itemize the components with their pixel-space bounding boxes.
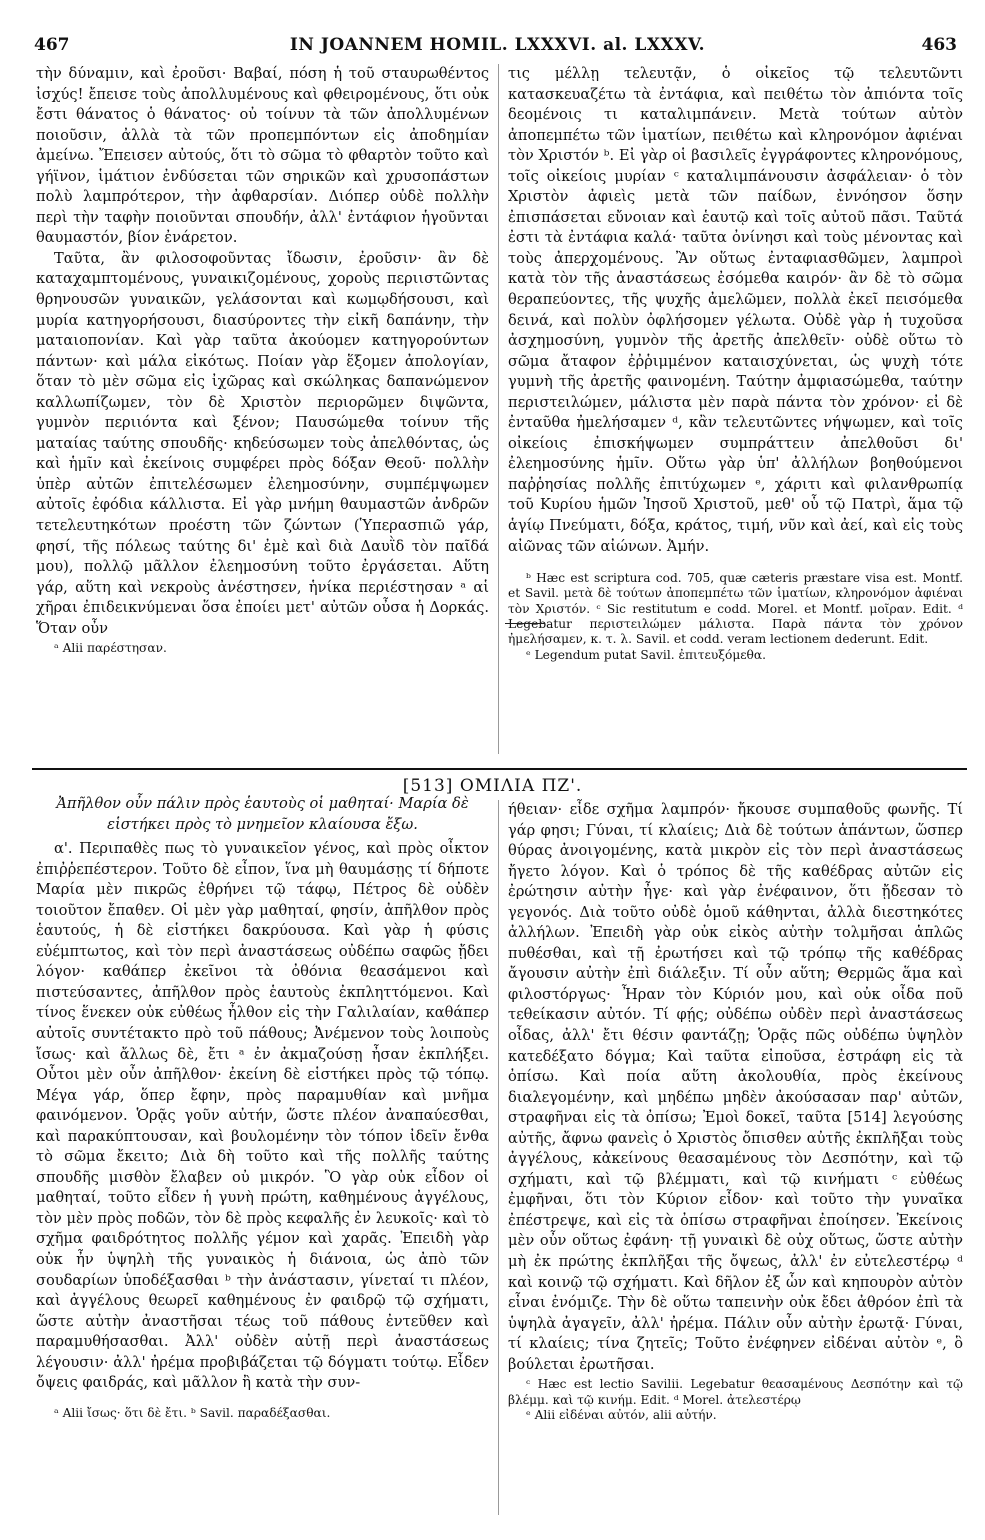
section-divider (32, 768, 967, 770)
body-paragraph: Ταῦτα, ἂν φιλοσοφοῦντας ἴδωσιν, ἐροῦσιν· ἂν δὲ καταχαμπτομένους, γυναικιζομένους, χοροὺς περιιστῶντας θρηνουσῶν γυναικῶν, γελάσονται καὶ κωμῳδήσουσι, καὶ μυρία κατηγορήσουσι, διασύροντες τὴν εἰκῆ δαπάνην, τὴν ματαιοπονίαν. Καὶ γὰρ ταῦτα ἀκούομεν κατηγορούντων πάντων· καὶ μάλα εἰκότως. Ποίαν γὰρ ἕξομεν ἀπολογίαν, ὅταν τὸ μὲν σῶμα εἰς ἰχῶρας καὶ σκώληκας δαπανώμενον καλλωπίζωμεν, τὸν δὲ Χριστὸν περιορῶμεν διψῶντα, γυμνὸν περιιόντα καὶ ξένον; Παυσώμεθα τοίνυν τῆς ματαίας ταύτης σπουδῆς· κηδεύσωμεν τοὺς ἀπελθόντας, ὡς καὶ ἡμῖν καὶ ἐκείνοις συμφέρει πρὸς δόξαν Θεοῦ· πολλὴν ὑπὲρ αὐτῶν ἐπιτελέσωμεν ἐλεημοσύνην, συμπέμψωμεν αὐτοῖς ἐφόδια κάλλιστα. Εἰ γὰρ μνήμη θαυμαστῶν ἀνδρῶν τετελευτηκότων προέστη τῶν ζώντων (Ὑπερασπιῶ γάρ, φησί, τῆς πόλεως ταύτης δι' ἐμὲ καὶ διὰ Δαυῒδ τὸν παῖδά μου), πολλῷ μᾶλλον ἐλεημοσύνη τοῦτο ἐργάσεται. Αὕτη γάρ, αὕτη καὶ νεκροὺς ἀνέστησεν, ἡνίκα περιέστησαν ᵃ αἱ χῆραι ἐπιδεικνύμεναι ὅσα ἐποίει μετ' αὐτῶν οὖσα ἡ Δορκάς. Ὅταν οὖν (36, 249, 489, 637)
footnotes (508, 571, 963, 663)
column-divider-lower (498, 800, 500, 1515)
body-paragraph: τις μέλλῃ τελευτᾷν, ὁ οἰκεῖος τῷ τελευτῶντι κατασκευαζέτω τὰ ἐντάφια, καὶ πειθέτω τὸν ἀπιόντα τοῖς δεομένοις τι καταλιμπάνειν. Μετὰ τούτων αὐτὸν ἀποπεμπέτω τῶν ἱματίων, πειθέτω καὶ κληρονόμον ἀφιέναι τὸν Χριστόν ᵇ. Εἰ γὰρ οἱ βασιλεῖς ἐγγράφοντες κληρονόμους, τοῖς οἰκείοις μυρίαν ᶜ καταλιμπάνουσιν ἀσφάλειαν· ὁ τὸν Χριστὸν ἀφιεὶς μετὰ τῶν παίδων, ἐννόησον ὅσην ἐπισπάσεται εὔνοιαν καὶ ἑαυτῷ καὶ τοῖς αὐτοῦ πᾶσι. Ταῦτά ἐστι τὰ ἐντάφια καλά· ταῦτα ὀνίνησι καὶ τοὺς μένοντας καὶ τοὺς ἀπερχομένους. Ἂν οὕτως ἐνταφιασθῶμεν, λαμπροὶ κατὰ τὸν τῆς ἀναστάσεως ἐσόμεθα καιρόν· ἂν δὲ τὸ σῶμα θεραπεύοντες, τῆς ψυχῆς ἀμελῶμεν, πολλὰ ἐκεῖ πεισόμεθα δεινά, καὶ πολὺν ὀφλήσομεν γέλωτα. Οὐδὲ γὰρ ἡ τυχοῦσα ἀσχημοσύνη, γυμνὸν τῆς ἀρετῆς ἀπελθεῖν· οὐδὲ οὕτω τὸ σῶμα ἄταφον ἐῤῥιμμένον καταισχύνεται, ὡς ψυχὴ τότε γυμνὴ τῆς ἀρετῆς φαινομένη. Ταύτην ἀμφιασώμεθα, ταύτην περιστειλώμεν, μάλιστα μὲν παρὰ πάντα τὸν χρόνον· εἰ δὲ ἐνταῦθα ἠμελήσαμεν ᵈ, κἂν τελευτῶντες νήψωμεν, καὶ τοῖς οἰκείοις ἐπισκήψωμεν συμπράττειν ἀπελθοῦσι δι' ἐλεημοσύνης ἡμῖν. Οὕτω γὰρ ὑπ' ἀλλήλων βοηθούμενοι παῤῥησίας πολλῆς ἐπιτύχωμεν ᵉ, χάριτι καὶ φιλανθρωπίᾳ τοῦ Κυρίου ἡμῶν Ἰησοῦ Χριστοῦ, μεθ' οὗ τῷ Πατρὶ, ἅμα τῷ ἁγίῳ Πνεύματι, δόξα, κράτος, τιμή, νῦν καὶ ἀεί, καὶ εἰς τοὺς αἰῶνας τῶν αἰώνων. Ἀμήν. (508, 65, 963, 555)
lower-right-column (508, 800, 963, 1423)
footnote: ᵃ Alii παρέστησαν. (54, 641, 167, 656)
footnote-rule (505, 623, 545, 624)
footnote: ᵇ Hæc est scriptura cod. 705, quæ cæteris præstare visa est. Montf. et Savil. μετὰ δὲ τούτων ἀποπεμπέτω τῶν ἱματίων, κληρονόμον ἀφιέναι τὸν Χριστόν. ᶜ Sic restitutum e codd. Morel. et Montf. μοῖραν. Edit. ᵈ Legebatur περιστειλώμεν μάλιστα. Παρὰ πάντα τὸν χρόνον ἠμελήσαμεν, κ. τ. λ. Savil. et codd. veram lectionem dederunt. Edit. (508, 571, 963, 647)
footnote: ᵉ Legendum putat Savil. ἐπιτευξόμεθα. (526, 647, 766, 662)
footnote: ᵃ Alii ἴσως· ὅτι δὲ ἔτι. ᵇ Savil. παραδέξασθαι. (54, 1405, 331, 1420)
lemma: Ἀπῆλθον οὖν πάλιν πρὸς ἑαυτοὺς οἱ μαθηταί· Μαρία δὲ εἱστήκει πρὸς τὸ μνημεῖον κλαίουσα ἔξω. (56, 795, 469, 833)
upper-left-column (36, 64, 489, 657)
footnotes (36, 641, 489, 656)
lower-left-column (36, 794, 489, 1421)
body-paragraph: α'. Περιπαθὲς πως τὸ γυναικεῖον γένος, καὶ πρὸς οἶκτον ἐπιῤῥεπέστερον. Τοῦτο δὲ εἶπον, ἵνα μὴ θαυμάσῃς τί δήποτε Μαρία μὲν πικρῶς ἐθρήνει τῷ τάφῳ, Πέτρος δὲ οὐδὲν τοιοῦτον ἔπαθεν. Οἱ μὲν γὰρ μαθηταί, φησίν, ἀπῆλθον πρὸς ἑαυτούς, ἡ δὲ εἱστήκει δακρύουσα. Καὶ γὰρ ἡ φύσις εὐέμπτωτος, καὶ τὸν περὶ ἀναστάσεως οὐδέπω σαφῶς ᾔδει λόγον· καθάπερ ἐκεῖνοι τὰ ὀθόνια θεασάμενοι καὶ πιστεύσαντες, ἀπῆλθον πρὸς ἑαυτοὺς ἐκπληττόμενοι. Καὶ τίνος ἕνεκεν οὐκ εὐθέως ἦλθον εἰς τὴν Γαλιλαίαν, καθάπερ αὐτοῖς συντέτακτο πρὸ τοῦ πάθους; Ἀνέμενον τοὺς λοιποὺς ἴσως· καὶ ἄλλως δὲ, ἔτι ᵃ ἐν ἀκμαζούσῃ ἦσαν ἐκπλήξει. Οὗτοι μὲν οὖν ἀπῆλθον· ἐκείνη δὲ εἱστήκει πρὸς τῷ τόπῳ. Μέγα γάρ, ὅπερ ἔφην, πρὸς παραμυθίαν καὶ μνῆμα φαινόμενον. Ὁρᾷς γοῦν αὐτήν, ὥστε πλέον ἀναπαύεσθαι, καὶ παρακύπτουσαν, καὶ βουλομένην τὸν τόπον ἰδεῖν ἔνθα τὸ σῶμα ἔκειτο; Διὰ δὴ τοῦτο καὶ τῆς πολλῆς ταύτης σπουδῆς μισθὸν ἔλαβεν οὐ μικρόν. Ὃ γὰρ οὐκ εἶδον οἱ μαθηταί, τοῦτο εἶδεν ἡ γυνὴ πρώτη, καθημένους ἀγγέλους, τὸν μὲν πρὸς ποδῶν, τὸν δὲ πρὸς κεφαλῆς ἐν λευκοῖς· καὶ τὸ σχῆμα φαιδρότητος πολλῆς γέμον καὶ χαρᾶς. Ἐπειδὴ γὰρ οὐκ ἦν ὑψηλὴ τῆς γυναικὸς ἡ διάνοια, ὡς ἀπὸ τῶν σουδαρίων ὑποδέξασθαι ᵇ τὴν ἀνάστασιν, γίνεταί τι πλέον, καὶ ἀγγέλους θεωρεῖ καθημένους ἐν φαιδρῷ τῷ σχήματι, ὥστε αὐτὴν ἀναστῆσαι τέως τοῦ πάθους ἐντεῦθεν καὶ παραμυθήσασθαι. Ἀλλ' οὐδὲν αὐτῇ περὶ ἀναστάσεως λέγουσιν· ἀλλ' ἠρέμα προβιβάζεται τῷ δόγματι τούτῳ. Εἶδεν ὄψεις φαιδράς, καὶ μᾶλλον ἢ κατὰ τὴν συν- (36, 840, 489, 1392)
body-paragraph: τὴν δύναμιν, καὶ ἐροῦσι· Βαβαί, πόση ἡ τοῦ σταυρωθέντος ἰσχύς! ἔπεισε τοὺς ἀπολλυμένους καὶ φθειρομένους, ὅτι οὐκ ἔστι θάνατος ὁ θάνατος· οὐ τοίνυν τὰ τῶν ἀπολλυμένων ποιοῦσιν, ἀλλὰ τὰ τῶν προπεμπόντων εἰς ἀποδημίαν ἀμείνω. Ἔπεισεν αὐτούς, ὅτι τὸ σῶμα τὸ φθαρτὸν τοῦτο καὶ γήϊνον, ἱμάτιον ἐνδύσεται τῶν σηρικῶν καὶ χρυσοπάστων πολὺ λαμπρότερον, τὴν ἀφθαρσίαν. Διόπερ οὐδὲ πολλὴν περὶ τὴν ταφὴν ποιοῦνται σπουδήν, ἀλλ' ἐντάφιον ἡγοῦνται θαυμαστόν, βίον ἐνάρετον. (36, 65, 489, 247)
homily-heading: [513] ΟΜΙΛΙΑ ΠΖ'. (402, 776, 583, 796)
running-title: IN JOANNEM HOMIL. LXXXVI. al. LXXXV. (289, 35, 706, 55)
body-paragraph: ήθειαν· εἶδε σχῆμα λαμπρόν· ἤκουσε συμπαθοῦς φωνῆς. Τί γάρ φησι; Γύναι, τί κλαίεις; Διὰ δὲ τούτων ἁπάντων, ὥσπερ θύρας ἀνοιγομένης, κατὰ μικρὸν εἰς τὸν περὶ ἀναστάσεως ἤγετο λόγον. Καὶ ὁ τρόπος δὲ τῆς καθέδρας αὐτῶν εἰς ἐρώτησιν αὐτὴν ἦγε· καὶ γὰρ ἐνέφαινον, ὅτι ᾔδεσαν τὸ γεγονός. Διὰ τοῦτο οὐδὲ ὁμοῦ κάθηνται, ἀλλὰ διεστηκότες ἀλλήλων. Ἐπειδὴ γὰρ οὐκ εἰκὸς αὐτὴν τολμῆσαι ἁπλῶς πυθέσθαι, καὶ τῇ ἐρωτήσει καὶ τῷ τρόπῳ τῆς καθέδρας ἄγουσιν αὐτὴν ἐπὶ διάλεξιν. Τί οὖν αὕτη; Θερμῶς ἅμα καὶ φιλοστόργως· Ἦραν τὸν Κύριόν μου, καὶ οὐκ οἶδα ποῦ τεθείκασιν αὐτόν. Τί φῄς; οὐδέπω οὐδὲν περὶ ἀναστάσεως οἶδας, ἀλλ' ἔτι θέσιν φαντάζῃ; Ὁρᾷς πῶς οὐδέπω ὑψηλὸν κατεδέξατο δόγμα; Καὶ ταῦτα εἰποῦσα, ἐστράφη εἰς τὰ ὀπίσω. Καὶ ποία αὕτη ἀκολουθία, πρὸς ἐκείνους διαλεγομένην, καὶ μηδέπω μηδὲν ἀκούσασαν παρ' αὐτῶν, στραφῆναι εἰς τὰ ὀπίσω; Ἐμοὶ δοκεῖ, ταῦτα [514] λεγούσης αὐτῆς, ἄφνω φανεὶς ὁ Χριστὸς ὄπισθεν αὐτῆς ἐκπλῆξαι τοὺς ἀγγέλους, κἀκείνους θεασαμένους τὸν Δεσπότην, καὶ τῷ σχήματι, καὶ τῷ βλέμματι, καὶ τῷ κινήματι ᶜ εὐθέως ἐμφῆναι, ὅτι τὸν Κύριον εἶδον· καὶ τοῦτο τὴν γυναῖκα ἐπέστρεψε, καὶ εἰς τὰ ὀπίσω στραφῆναι ἐποίησεν. Ἐκείνοις μὲν οὖν οὕτως ἐφάνη· τῇ γυναικὶ δὲ οὐχ οὕτως, ὥστε αὐτὴν μὴ ἐκ πρώτης ἐκπλῆξαι τῆς ὄψεως, ἀλλ' ἐν εὐτελεστέρῳ ᵈ καὶ κοινῷ τῷ σχήματι. Καὶ δῆλον ἐξ ὧν καὶ κηπουρὸν αὐτὸν εἶναι ἐνόμιζε. Τὴν δὲ οὕτω ταπεινὴν οὐκ ἔδει ἀθρόον ἐπὶ τὰ ὑψηλὰ ἀγαγεῖν, ἀλλ' ἠρέμα. Πάλιν οὖν αὐτὴν ἐρωτᾷ· Γύναι, τί κλαίεις; τίνα ζητεῖς; Τοῦτο ἐνέφηνεν εἰδέναι αὐτὸν ᵉ, ὃ βούλεται ἐρωτῆσαι. (508, 801, 963, 1373)
footnotes (36, 1406, 489, 1421)
footnote: ᵉ Alii εἰδέναι αὐτόν, alii αὐτήν. (526, 1407, 717, 1422)
right-page-number: 463 (921, 35, 957, 55)
running-header (30, 35, 965, 59)
column-divider-upper (498, 64, 500, 754)
upper-right-column (508, 64, 963, 663)
left-page-number: 467 (34, 35, 70, 55)
footnotes (508, 1377, 963, 1423)
footnote: ᶜ Hæc est lectio Savilii. Legebatur θεασαμένους Δεσπότην καὶ τῷ βλέμμ. καὶ τῷ κινήμ. Edit. ᵈ Morel. ἀτελεστέρῳ (508, 1377, 963, 1407)
